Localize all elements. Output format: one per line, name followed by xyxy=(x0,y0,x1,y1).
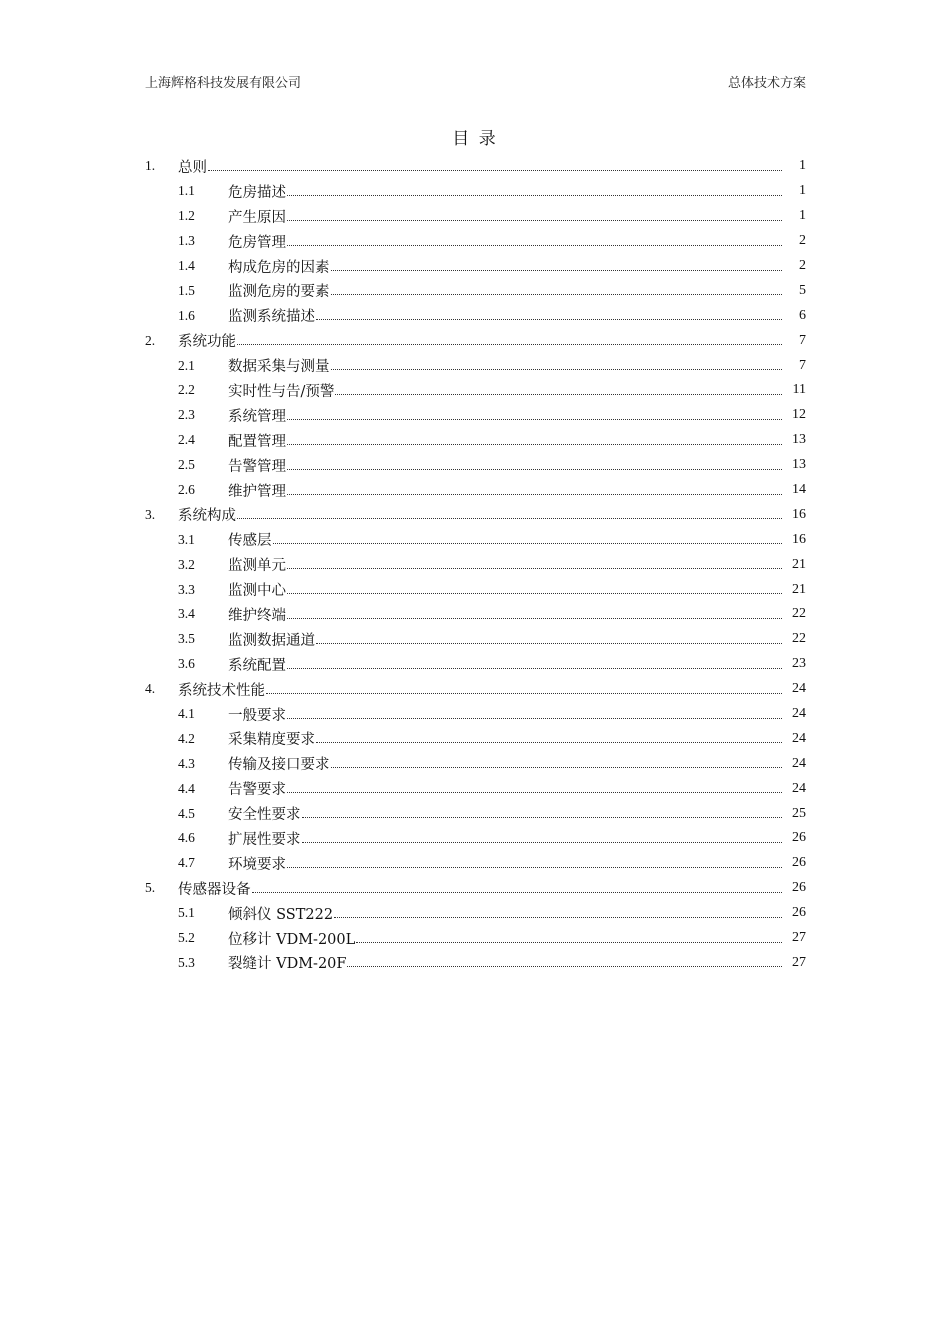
toc-entry[interactable] xyxy=(145,204,806,229)
dot-leader xyxy=(287,778,782,793)
toc-entry-page-number: 24 xyxy=(792,681,806,697)
dot-leader xyxy=(287,181,782,196)
toc-entry-number: 1.1 xyxy=(178,183,195,199)
toc-entry[interactable] xyxy=(145,602,806,627)
toc-entry-page-number: 27 xyxy=(792,930,806,946)
dot-leader xyxy=(331,280,783,295)
dot-leader xyxy=(316,728,782,743)
toc-entry[interactable] xyxy=(145,801,806,826)
toc-entry[interactable] xyxy=(145,876,806,901)
toc-entry-number: 3.5 xyxy=(178,631,195,647)
dot-leader xyxy=(335,380,782,395)
dot-leader xyxy=(347,952,782,967)
toc-entry-page-number: 13 xyxy=(792,432,806,448)
toc-entry-label[interactable]: 环境要求 xyxy=(228,856,286,873)
toc-entry[interactable] xyxy=(145,328,806,353)
toc-entry-label[interactable]: 监测危房的要素 xyxy=(228,284,330,301)
toc-entry-label[interactable]: 系统功能 xyxy=(178,334,236,351)
toc-entry-page-number: 24 xyxy=(792,755,806,771)
toc-entry[interactable] xyxy=(145,403,806,428)
toc-entry-number: 5.2 xyxy=(178,930,195,946)
dot-leader xyxy=(287,604,782,619)
toc-entry-label[interactable]: 告警管理 xyxy=(228,458,286,475)
toc-entry-page-number: 2 xyxy=(799,233,806,249)
dot-leader xyxy=(316,629,782,644)
toc-entry-page-number: 26 xyxy=(792,830,806,846)
toc-entry-page-number: 2 xyxy=(799,258,806,273)
toc-entry[interactable] xyxy=(145,179,806,204)
toc-entry-label[interactable]: 维护管理 xyxy=(228,483,286,500)
toc-entry-page-number: 1 xyxy=(799,158,806,174)
toc-entry[interactable] xyxy=(145,527,806,552)
dot-leader xyxy=(331,753,783,768)
toc-entry-page-number: 21 xyxy=(792,556,806,572)
document-type: 总体技术方案 xyxy=(727,75,806,91)
toc-entry[interactable] xyxy=(145,652,806,677)
toc-entry-number: 5.1 xyxy=(178,905,195,921)
toc-entry[interactable] xyxy=(145,378,806,403)
toc-entry[interactable] xyxy=(145,229,806,254)
toc-entry-label[interactable]: 位移计 VDM-200L xyxy=(228,931,356,948)
toc-entry-label[interactable]: 数据采集与测量 xyxy=(228,359,330,376)
toc-entry-number: 3. xyxy=(145,506,156,522)
dot-leader xyxy=(331,256,783,271)
toc-entry-label[interactable]: 扩展性要求 xyxy=(228,831,301,848)
toc-entry-page-number: 16 xyxy=(792,506,806,522)
toc-entry[interactable] xyxy=(145,826,806,851)
toc-entry[interactable] xyxy=(145,353,806,378)
toc-entry-page-number: 26 xyxy=(792,905,806,921)
toc-entry-page-number: 6 xyxy=(799,307,806,323)
dot-leader xyxy=(273,529,783,544)
toc-entry-page-number: 26 xyxy=(792,880,806,896)
toc-entry-label[interactable]: 构成危房的因素 xyxy=(228,259,330,276)
toc-entry-number: 3.4 xyxy=(178,606,195,622)
toc-entry-label[interactable]: 传输及接口要求 xyxy=(228,757,330,774)
toc-entry-page-number: 13 xyxy=(792,457,806,473)
dot-leader xyxy=(287,654,782,669)
toc-entry-number: 4.3 xyxy=(178,755,195,771)
toc-entry-number: 2.1 xyxy=(178,357,195,373)
toc-entry-number: 1.3 xyxy=(178,233,195,249)
toc-entry-number: 2.6 xyxy=(178,482,195,498)
toc-entry-number: 4.2 xyxy=(178,730,195,746)
toc-entry-page-number: 22 xyxy=(792,606,806,622)
toc-entry-page-number: 7 xyxy=(799,332,806,348)
toc-entry-page-number: 24 xyxy=(792,706,806,722)
toc-entry-label[interactable]: 系统构成 xyxy=(178,508,236,525)
toc-entry-page-number: 27 xyxy=(792,954,806,970)
toc-entry-number: 5.3 xyxy=(178,954,195,970)
toc-entry-label[interactable]: 维护终端 xyxy=(228,607,286,624)
dot-leader xyxy=(287,206,782,221)
toc-entry-page-number: 1 xyxy=(799,183,806,199)
toc-entry-page-number: 24 xyxy=(792,780,806,796)
dot-leader xyxy=(208,156,782,171)
toc-entry[interactable] xyxy=(145,502,806,527)
toc-entry[interactable] xyxy=(145,627,806,652)
dot-leader xyxy=(237,504,782,519)
dot-leader xyxy=(302,828,783,843)
toc-entry-number: 3.3 xyxy=(178,581,195,597)
toc-entry-page-number: 14 xyxy=(792,482,806,498)
dot-leader xyxy=(287,405,782,420)
toc-entry[interactable] xyxy=(145,278,806,303)
toc-entry[interactable] xyxy=(145,254,806,279)
toc-entry-page-number: 21 xyxy=(792,581,806,597)
toc-entry-page-number: 16 xyxy=(792,531,806,547)
toc-entry-number: 2. xyxy=(145,332,156,348)
toc-entry-label[interactable]: 一般要求 xyxy=(228,707,286,724)
toc-entry-number: 2.3 xyxy=(178,407,195,423)
toc-title: 目 录 xyxy=(452,129,498,149)
toc-entry-label[interactable]: 系统管理 xyxy=(228,408,286,425)
company-name: 上海辉格科技发展有限公司 xyxy=(145,75,302,91)
toc-entry[interactable] xyxy=(145,552,806,577)
dot-leader xyxy=(237,330,782,345)
toc-entry-label[interactable]: 安全性要求 xyxy=(228,807,301,824)
toc-entry-number: 2.4 xyxy=(178,432,195,448)
dot-leader xyxy=(287,455,782,470)
toc-entry[interactable] xyxy=(145,901,806,926)
toc-entry-label[interactable]: 采集精度要求 xyxy=(228,732,315,749)
dot-leader xyxy=(287,480,782,495)
toc-entry-label[interactable]: 监测数据通道 xyxy=(228,632,315,649)
toc-entry-number: 2.5 xyxy=(178,457,195,473)
toc-entry-number: 1. xyxy=(145,158,156,174)
dot-leader xyxy=(331,355,783,370)
toc-entry[interactable] xyxy=(145,776,806,801)
toc-entry-label[interactable]: 系统配置 xyxy=(228,657,286,674)
toc-entry-page-number: 24 xyxy=(792,730,806,746)
dot-leader xyxy=(266,679,782,694)
toc-entry-number: 2.2 xyxy=(178,382,195,398)
toc-entry[interactable] xyxy=(145,677,806,702)
toc-entry[interactable] xyxy=(145,428,806,453)
page-header xyxy=(145,70,806,92)
toc-entry-page-number: 11 xyxy=(792,382,806,398)
dot-leader xyxy=(287,704,782,719)
dot-leader xyxy=(287,554,782,569)
toc-entry-number: 1.5 xyxy=(178,282,195,298)
dot-leader xyxy=(287,579,782,594)
toc-entry-page-number: 23 xyxy=(792,656,806,672)
toc-entry-label[interactable]: 传感层 xyxy=(228,533,272,550)
toc-entry-label[interactable]: 倾斜仪 SST222 xyxy=(228,906,334,923)
toc-entry-label[interactable]: 配置管理 xyxy=(228,433,286,450)
toc-entry-label[interactable]: 裂缝计 VDM-20F xyxy=(228,956,347,973)
toc-entry-page-number: 1 xyxy=(799,208,806,224)
toc-entry[interactable] xyxy=(145,478,806,503)
dot-leader xyxy=(252,878,783,893)
toc-entry-page-number: 5 xyxy=(799,282,806,298)
toc-entry-label[interactable]: 危房描述 xyxy=(228,184,286,201)
toc-entry-label[interactable]: 监测单元 xyxy=(228,558,286,575)
toc-entry-label[interactable]: 系统技术性能 xyxy=(178,682,265,699)
toc-entry-label[interactable]: 危房管理 xyxy=(228,234,286,251)
toc-entry[interactable] xyxy=(145,577,806,602)
toc-entry-number: 4.6 xyxy=(178,830,195,846)
toc-entry-number: 4.4 xyxy=(178,780,195,796)
toc-entry-page-number: 7 xyxy=(799,357,806,373)
dot-leader xyxy=(287,853,782,868)
toc-entry[interactable] xyxy=(145,751,806,776)
dot-leader xyxy=(287,430,782,445)
toc-entry[interactable] xyxy=(145,303,806,328)
toc-entry[interactable] xyxy=(145,851,806,876)
toc-entry[interactable] xyxy=(145,951,806,976)
toc-entry[interactable] xyxy=(145,702,806,727)
toc-entry-label[interactable]: 传感器设备 xyxy=(178,881,251,898)
toc-entry-number: 3.1 xyxy=(178,531,195,547)
table-of-contents xyxy=(145,154,806,975)
toc-entry-number: 1.2 xyxy=(178,208,195,224)
toc-entry[interactable] xyxy=(145,154,806,179)
toc-entry-number: 4. xyxy=(145,681,156,697)
toc-entry-number: 5. xyxy=(145,880,156,896)
toc-entry-page-number: 26 xyxy=(792,855,806,871)
toc-entry[interactable] xyxy=(145,726,806,751)
toc-entry-label[interactable]: 产生原因 xyxy=(228,209,286,226)
dot-leader xyxy=(356,928,782,943)
toc-entry-page-number: 25 xyxy=(792,805,806,821)
toc-entry-number: 3.6 xyxy=(178,656,195,672)
toc-entry[interactable] xyxy=(145,926,806,951)
toc-entry[interactable] xyxy=(145,453,806,478)
toc-entry-number: 4.1 xyxy=(178,706,195,722)
toc-entry-label[interactable]: 监测中心 xyxy=(228,583,286,600)
toc-entry-label[interactable]: 监测系统描述 xyxy=(228,309,315,326)
toc-entry-number: 4.7 xyxy=(178,855,195,871)
toc-entry-label[interactable]: 实时性与告/预警 xyxy=(228,383,335,400)
toc-entry-number: 1.4 xyxy=(178,258,195,273)
toc-entry-label[interactable]: 总则 xyxy=(178,159,207,176)
toc-entry-label[interactable]: 告警要求 xyxy=(228,782,286,799)
toc-entry-number: 4.5 xyxy=(178,805,195,821)
toc-entry-page-number: 12 xyxy=(792,407,806,423)
dot-leader xyxy=(334,903,782,918)
dot-leader xyxy=(302,803,783,818)
dot-leader xyxy=(287,231,782,246)
toc-entry-number: 1.6 xyxy=(178,307,195,323)
dot-leader xyxy=(316,305,782,320)
toc-entry-page-number: 22 xyxy=(792,631,806,647)
toc-entry-number: 3.2 xyxy=(178,556,195,572)
